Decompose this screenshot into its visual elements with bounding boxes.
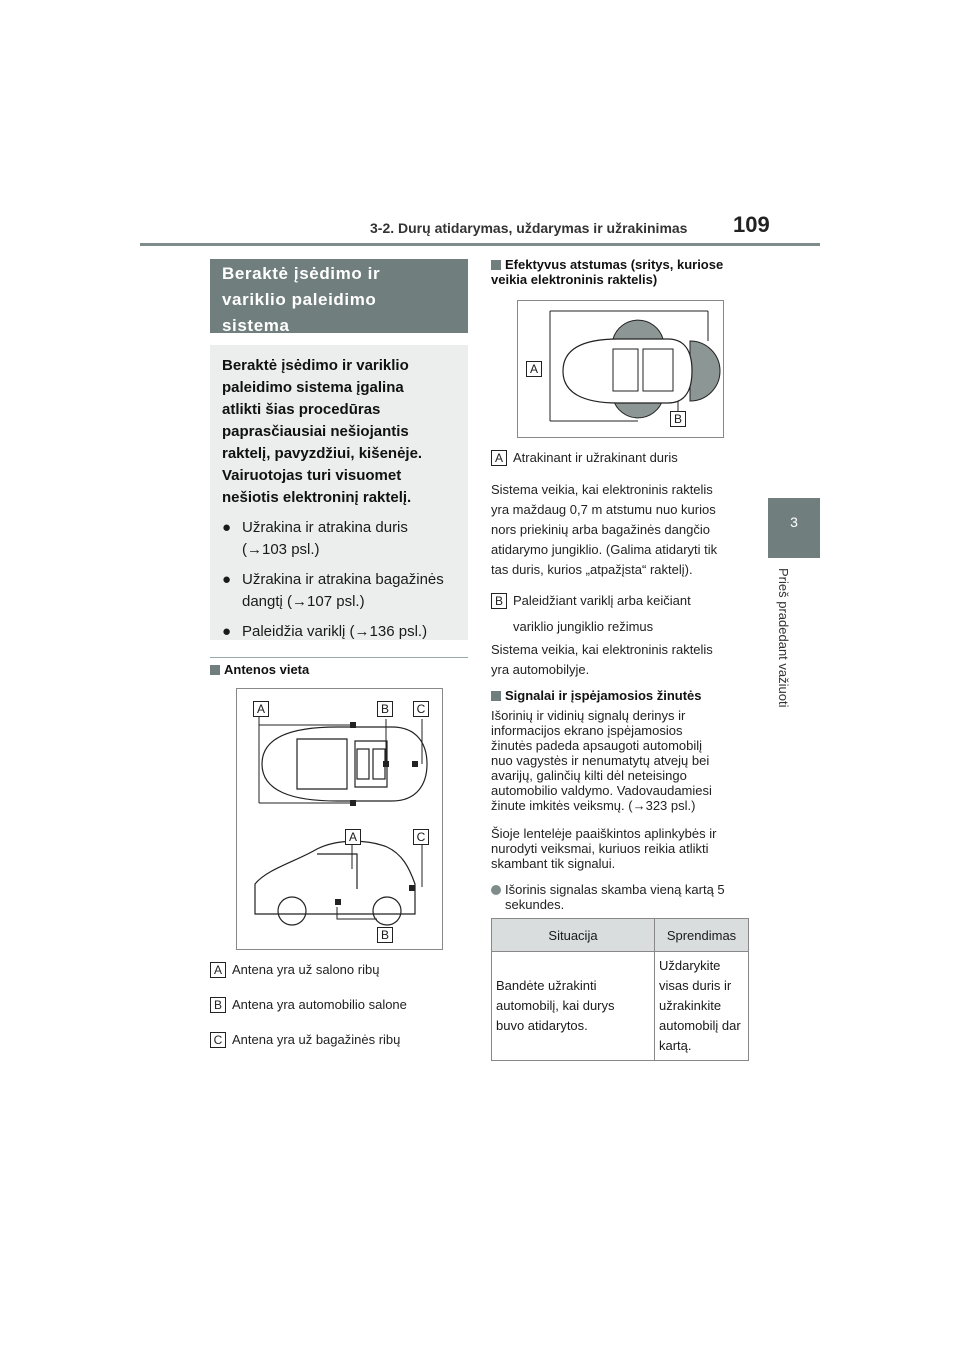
signals-bullet	[491, 882, 761, 912]
intro-bullet	[222, 621, 456, 643]
title-line-3: sistema	[222, 316, 290, 335]
text-line: avarijų, galinčių kilti dėl neteisingo	[491, 768, 687, 783]
text-line: sekundes.	[505, 897, 565, 912]
intro-box	[210, 345, 468, 640]
intro-bullet	[222, 517, 456, 561]
fig-label-c: C	[413, 829, 429, 845]
text-line: buvo atidarytos.	[496, 1018, 588, 1033]
antenna-heading-text: Antenos vieta	[224, 662, 310, 677]
page-link-103[interactable]: (→103 psl.)	[242, 541, 320, 558]
text-line: žinutės padeda apsaugoti automobilį	[491, 738, 703, 753]
lead-line-1: Beraktė įsėdimo ir variklio	[222, 357, 409, 374]
range-legend-b	[491, 588, 691, 640]
bullet-1-line-1: Užrakina ir atrakina duris	[242, 519, 408, 536]
antenna-location-figure	[236, 688, 443, 950]
square-bullet-icon	[491, 260, 501, 270]
range-diagram	[518, 301, 723, 437]
text-line: informacijos ekrano įspėjamosios	[491, 723, 683, 738]
lead-line-5: raktelį, pavyzdžiui, kišenėje.	[222, 445, 423, 462]
legend-text: Antena yra už bagažinės ribų	[232, 1032, 401, 1047]
text-line: Išorinių ir vidinių signalų derinys ir	[491, 708, 686, 723]
lead-line-3: atlikti šias procedūras	[222, 401, 381, 418]
antenna-diagram	[237, 689, 442, 949]
text-line: yra automobilyje.	[491, 662, 590, 677]
text-line: skambant tik signalui.	[491, 856, 616, 871]
legend-key: C	[210, 1032, 226, 1048]
bullet-icon: ●	[222, 623, 232, 640]
text-line: visas duris ir	[659, 978, 732, 993]
fig-label-b: B	[377, 927, 393, 943]
square-bullet-icon	[210, 665, 220, 675]
range-b-body	[491, 640, 761, 680]
chapter-title: Prieš pradedant važiuoti	[776, 568, 791, 708]
text-line: Sistema veikia, kai elektroninis raktelis	[491, 482, 713, 497]
bullet-icon: ●	[222, 519, 232, 536]
page-number: 109	[733, 212, 770, 237]
range-a-body	[491, 480, 761, 580]
legend-text: Antena yra automobilio salone	[232, 997, 407, 1012]
lead-line-4: paprasčiausiai nešiojantis	[222, 423, 409, 440]
text-line: užrakinkite	[659, 998, 722, 1013]
text-line: Sistema veikia, kai elektroninis raktelis	[491, 642, 713, 657]
legend-text: variklio jungiklio režimus	[513, 619, 654, 634]
title-line-2: variklio paleidimo	[222, 290, 377, 309]
range-heading	[491, 257, 761, 287]
legend-text: Atrakinant ir užrakinant duris	[513, 450, 678, 465]
legend-text: Antena yra už salono ribų	[232, 962, 380, 977]
range-heading-line-2: veikia elektroninis raktelis)	[491, 272, 658, 287]
legend-item	[210, 1032, 400, 1048]
page-link-107[interactable]: dangtį (→107 psl.)	[242, 593, 365, 610]
section-title-box	[210, 259, 468, 333]
range-figure	[517, 300, 724, 438]
legend-item	[210, 997, 407, 1013]
title-line-1: Beraktė įsėdimo ir	[222, 264, 381, 283]
intro-lead	[222, 355, 456, 509]
bullet-2-line-1: Užrakina ir atrakina bagažinės	[242, 571, 444, 588]
text-line: nors priekinių arba bagažinės dangčio	[491, 522, 710, 537]
range-fig-label-a: A	[526, 361, 542, 377]
header-rule	[140, 243, 820, 246]
text-line: Uždarykite	[659, 958, 721, 973]
text-line: atidarymo jungiklio. (Galima atidaryti tik	[491, 542, 718, 557]
text-line: kartą.	[659, 1038, 692, 1053]
page-link-323[interactable]: žinute imkitės veiksmų. (→323 psl.)	[491, 798, 696, 813]
chapter-title-vertical	[776, 568, 816, 748]
text-line: Bandėte užrakinti	[496, 978, 597, 993]
text-line: nurodyti veiksmai, kuriuos reikia atlikti	[491, 841, 709, 856]
legend-text: Paleidžiant variklį arba keičiant	[513, 593, 691, 608]
round-bullet-icon	[491, 885, 501, 895]
chapter-tab: 3	[768, 498, 820, 558]
signals-heading	[491, 688, 702, 703]
table-header-solution: Sprendimas	[655, 919, 749, 952]
table-cell-situation	[492, 952, 655, 1061]
table-cell-solution	[655, 952, 749, 1061]
section-divider	[210, 657, 468, 658]
lead-line-2: paleidimo sistema įgalina	[222, 379, 404, 396]
legend-key: B	[491, 593, 507, 609]
fig-label-c: C	[413, 701, 429, 717]
text-line: Išorinis signalas skamba vieną kartą 5	[505, 882, 725, 897]
signals-table	[491, 918, 749, 1061]
range-fig-label-b: B	[670, 411, 686, 427]
intro-bullet	[222, 569, 456, 613]
legend-key: A	[210, 962, 226, 978]
fig-label-a: A	[253, 701, 269, 717]
text-line: nuo vagystės ir nenumatytų atvejų bei	[491, 753, 710, 768]
signals-heading-text: Signalai ir įspėjamosios žinutės	[505, 688, 702, 703]
bullet-icon: ●	[222, 571, 232, 588]
legend-key: B	[210, 997, 226, 1013]
legend-item	[210, 962, 379, 978]
fig-label-b: B	[377, 701, 393, 717]
table-header-situation: Situacija	[492, 919, 655, 952]
range-legend-a	[491, 450, 678, 466]
text-line: automobilį dar	[659, 1018, 741, 1033]
lead-line-6: Vairuotojas turi visuomet	[222, 467, 402, 484]
fig-label-a: A	[345, 829, 361, 845]
lead-line-7: nešiotis elektroninį raktelį.	[222, 489, 412, 506]
table-row	[492, 952, 749, 1061]
range-heading-line-1: Efektyvus atstumas (sritys, kuriose	[505, 257, 724, 272]
text-line: yra maždaug 0,7 m atstumu nuo kurios	[491, 502, 716, 517]
section-title: 3-2. Durų atidarymas, uždarymas ir užrakinimas	[370, 220, 688, 236]
page-link-136[interactable]: Paleidžia variklį (→136 psl.)	[242, 623, 428, 640]
square-bullet-icon	[491, 691, 501, 701]
intro-bullet-list	[222, 517, 456, 643]
legend-key: A	[491, 450, 507, 466]
text-line: automobilio valdymo. Vadovaudamiesi	[491, 783, 712, 798]
signals-para-1	[491, 708, 761, 813]
text-line: Šioje lentelėje paaiškintos aplinkybės ir	[491, 826, 717, 841]
text-line: tas duris, kurios „atpažįsta“ raktelį).	[491, 562, 693, 577]
antenna-heading	[210, 662, 309, 677]
signals-para-2	[491, 826, 761, 871]
text-line: automobilį, kai durys	[496, 998, 615, 1013]
